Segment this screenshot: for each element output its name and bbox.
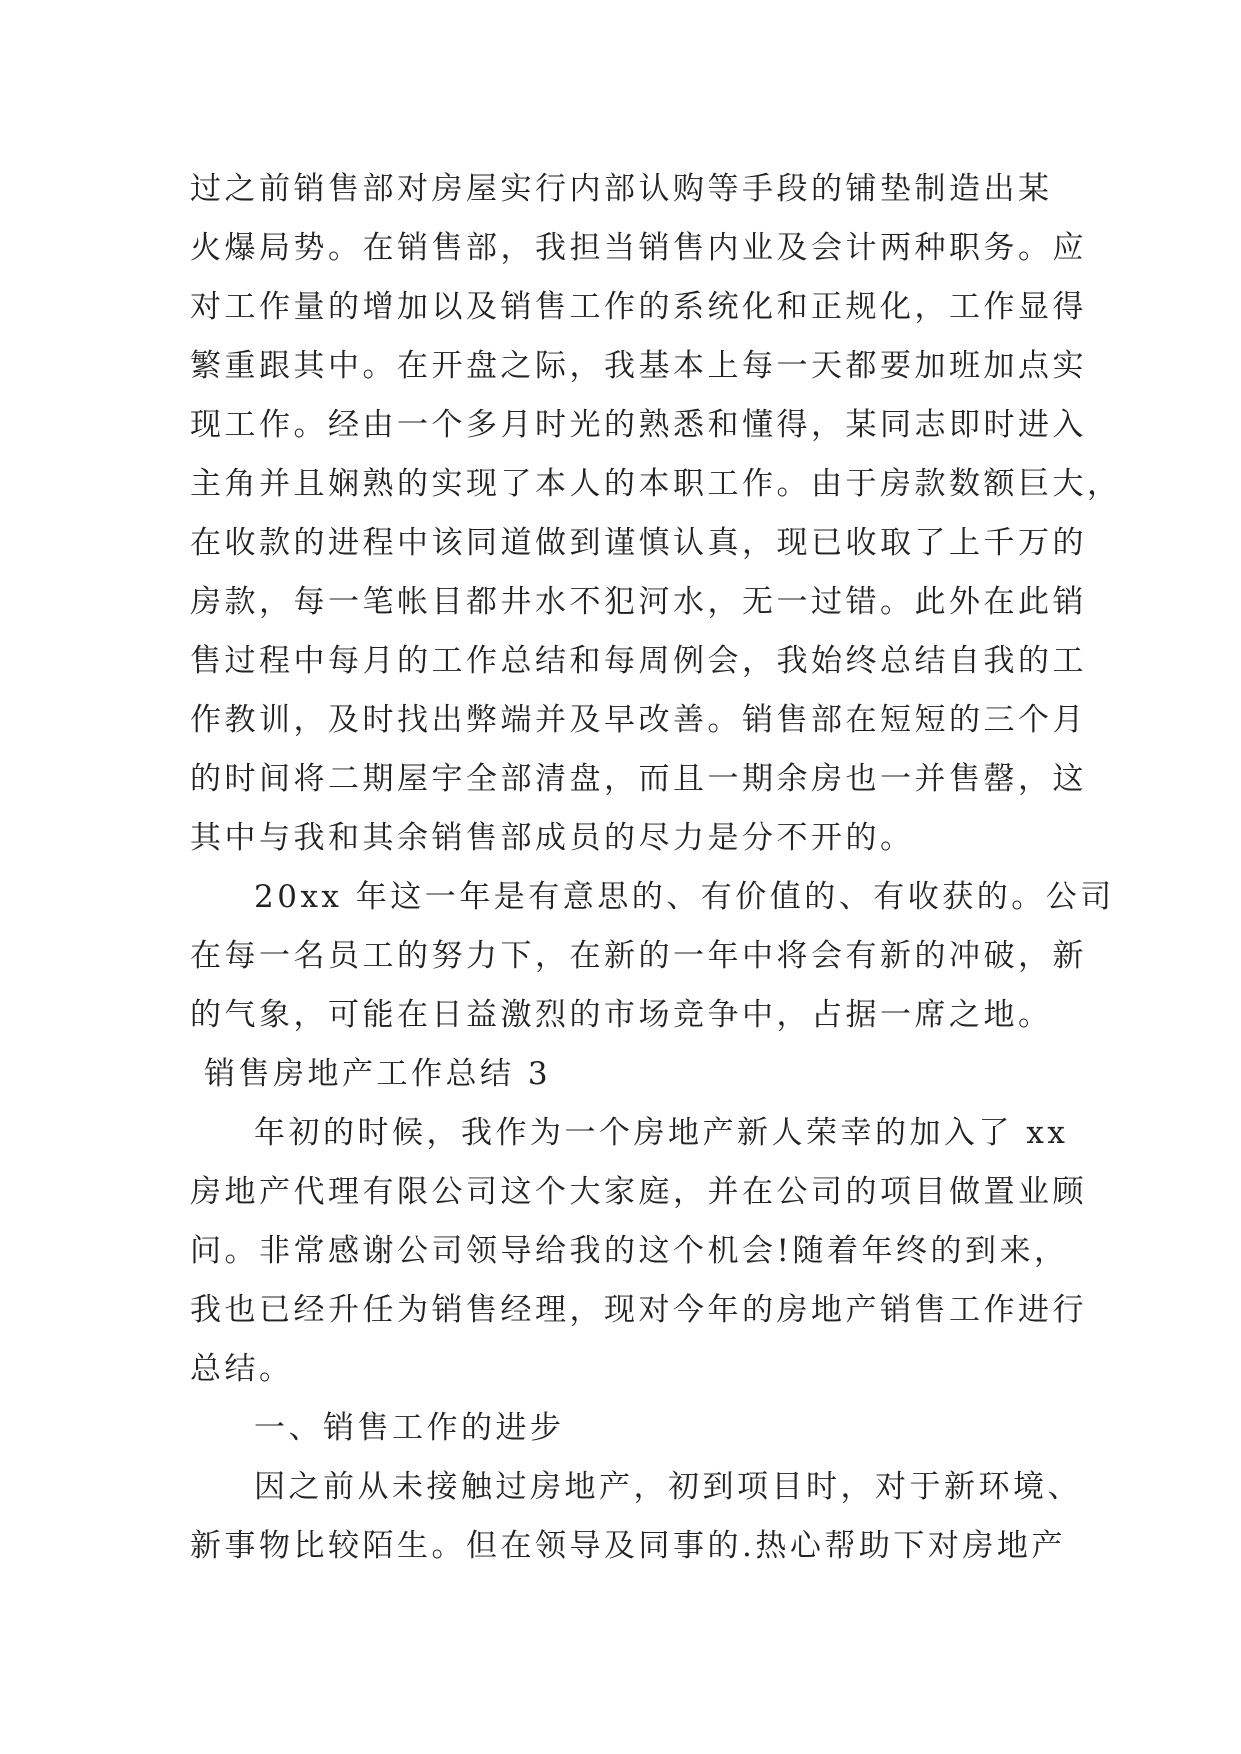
text-line: 在收款的进程中该同道做到谨慎认真，现已收取了上千万的 (190, 525, 1087, 561)
text-line: 现工作。经由一个多月时光的熟悉和懂得，某同志即时进入 (190, 407, 1087, 443)
text-line: 主角并且娴熟的实现了本人的本职工作。由于房款数额巨大， (190, 466, 1122, 502)
text-line: 其中与我和其余销售部成员的尽力是分不开的。 (190, 820, 915, 856)
document-body (190, 160, 1122, 1576)
text-line: 房款，每一笔帐目都井水不犯河水，无一过错。此外在此销 (190, 584, 1087, 620)
text-line: 过之前销售部对房屋实行内部认购等手段的铺垫制造出某 (190, 171, 1053, 207)
text-line: 对工作量的增加以及销售工作的系统化和正规化，工作显得 (190, 289, 1087, 325)
text-line: 20xx 年这一年是有意思的、有价值的、有收获的。公司 (254, 879, 1115, 915)
text-line: 作教训，及时找出弊端并及早改善。销售部在短短的三个月 (190, 702, 1087, 738)
text-line: 火爆局势。在销售部，我担当销售内业及会计两种职务。应 (190, 230, 1087, 266)
text-line: 在每一名员工的努力下，在新的一年中将会有新的冲破，新 (190, 938, 1087, 974)
text-line: 我也已经升任为销售经理，现对今年的房地产销售工作进行 (190, 1292, 1087, 1328)
text-line: 的气象，可能在日益激烈的市场竞争中，占据一席之地。 (190, 997, 1053, 1033)
text-line: 总结。 (190, 1351, 294, 1387)
text-line: 年初的时候，我作为一个房地产新人荣幸的加入了 xx (254, 1115, 1069, 1151)
section-heading: 销售房地产工作总结 3 (204, 1056, 552, 1092)
text-line: 问。非常感谢公司领导给我的这个机会!随着年终的到来， (190, 1233, 1069, 1269)
text-line: 的时间将二期屋宇全部清盘，而且一期余房也一并售罄，这 (190, 761, 1087, 797)
text-line: 繁重跟其中。在开盘之际，我基本上每一天都要加班加点实 (190, 348, 1087, 384)
subsection-heading: 一、销售工作的进步 (254, 1410, 565, 1446)
text-line: 房地产代理有限公司这个大家庭，并在公司的项目做置业顾 (190, 1174, 1087, 1210)
text-line: 新事物比较陌生。但在领导及同事的.热心帮助下对房地产 (190, 1528, 1066, 1564)
text-line: 因之前从未接触过房地产，初到项目时，对于新环境、 (254, 1469, 1082, 1505)
text-line: 售过程中每月的工作总结和每周例会，我始终总结自我的工 (190, 643, 1087, 679)
